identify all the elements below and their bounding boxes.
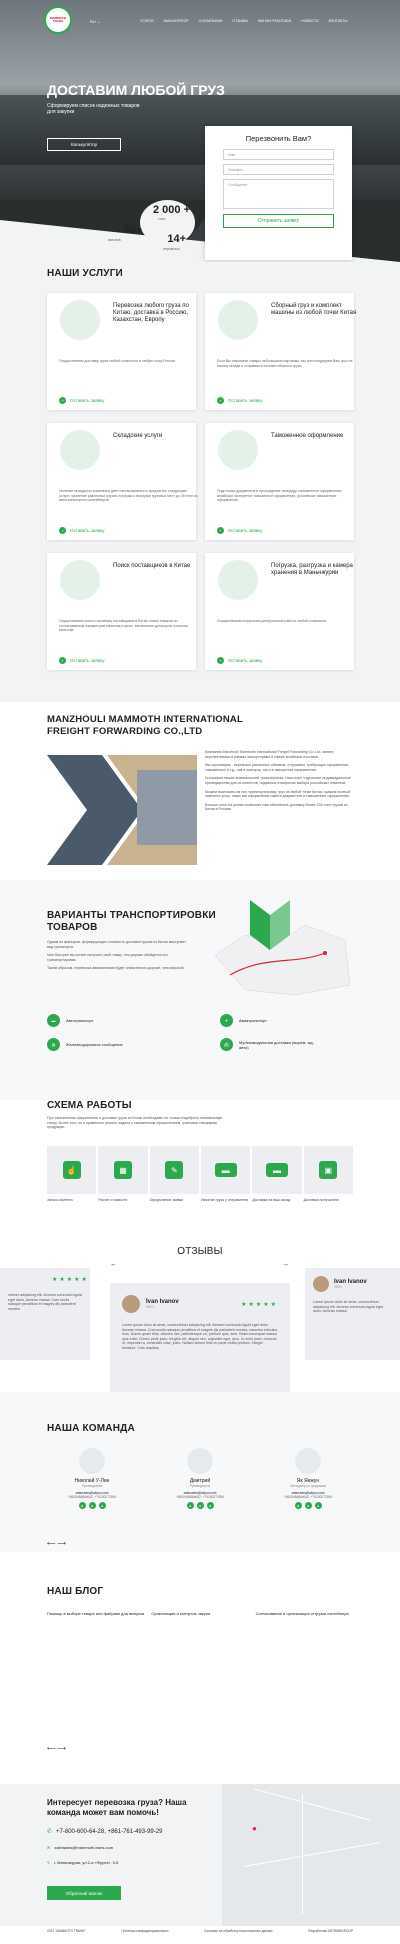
truck-icon: ▬ [47,1014,60,1027]
plus-icon: + [217,397,224,404]
plus-icon: + [59,527,66,534]
step-tile [304,1146,353,1194]
transport-mode: ⛴ Мультимодальная доставка (морем, жд, авто) [220,1038,319,1051]
step-tile [98,1146,147,1194]
service-title: Складские услуги [113,433,163,439]
service-title: Сборный груз и комплект машины из любой точки Китая [271,303,357,316]
whatsapp-icon[interactable]: ● [305,1502,312,1509]
truck-icon: ▬ [215,1163,237,1177]
rating-stars: ★★★★★ [241,1301,278,1308]
ship-icon: ⛴ [220,1038,233,1051]
transport-title: ВАРИАНТЫ ТРАНСПОРТИРОВКИ ТОВАРОВ [47,910,216,933]
step-tile [201,1146,250,1194]
stat-label: перевозок [163,247,180,251]
reviewer-role: CEO [146,1305,154,1309]
service-desc: Подготовка документов и прохождение процедур таможенного оформления: китайское экспортное таможенное оформление, российское таможенное оформление. [217,489,342,502]
service-card [205,293,357,410]
review-text: Lorem ipsum dolor sit amet, consectetuer adipiscing elit. Aenean commodo ligula eget dolor. Aenean massa. Cum sociis natoque penatibus et magnis dis parturient montes, nascetur ridiculus mus. Donec quam felis, ultricies nec, pellentesque eu, pretium quis, sem. Nulla consequat massa quis enim. Donec pede justo, fringilla vel, aliquet nec, vulputate eget, arcu. In enim justo, rhoncus ut, imperdiet a, venenatis vitae, justo. Nullam dictum felis eu pede mollis pretium. Integer tincidunt. Cras dapibus. [122,1323,278,1350]
step-label: Расчет стоимости [98,1198,128,1202]
about-title: MANZHOULI MAMMOTH INTERNATIONAL FREIGHT FORWARDING CO.,LTD [47,714,243,737]
review-card [110,1283,290,1405]
supplier-search-icon [60,560,100,600]
service-request-link[interactable]: + Оставить заявку [217,397,263,404]
truck-icon [60,300,100,340]
contact-address: ⚲ г. Маньчжурия, ул.2-я «Фрунз», 3-5 [47,1860,119,1865]
service-title: Погрузка, разгрузка и камера хранения в Маньчжурии [271,563,353,576]
location-icon: ⚲ [47,1860,50,1865]
workflow-title: СХЕМА РАБОТЫ [47,1100,132,1111]
avatar [122,1295,140,1313]
box-icon: ▣ [319,1161,337,1179]
contact-phones[interactable]: ✆ +7-800-600-64-28, +861-761-493-99-29 [47,1828,163,1835]
service-request-link[interactable]: + Оставить заявку [59,657,105,664]
main-nav [140,19,347,23]
submit-button[interactable]: Отправить заявку [223,214,334,228]
blog-post-title[interactable]: Помощь в выборе товара или фабрики для выпуска [47,1611,145,1616]
blog-arrows [47,1745,66,1752]
transport-text: Одним из факторов, формирующих стоимость доставки грузов из Китая выступает вид транспорта. Чем быстрее вы хотите получить свой товар, тем дороже обойдется его транспортировка. Таким образом, перевозка авиалиниями будет значительно дороже, чем морской. [47,940,186,971]
blog-title: НАШ БЛОГ [47,1586,104,1597]
blog-post[interactable] [256,1611,353,1616]
service-card [205,423,354,540]
telegram-icon[interactable]: ● [207,1502,214,1509]
service-desc: Осуществляем погрузочно-разгрузочные работы любой сложности [217,619,327,623]
transport-mode: ▤ Железнодорожное сообщение [47,1038,123,1051]
nav-item[interactable]: О КОМПАНИИ [198,19,223,23]
customs-document-icon [218,430,258,470]
arrow-left-icon[interactable]: ⟵ [47,1541,56,1547]
language-switch[interactable]: RU ⌄ [90,19,101,24]
arrow-right-icon[interactable]: → [282,1261,289,1268]
arrow-right-icon[interactable]: ⟶ [57,1541,66,1547]
logo-text: MAMMOTH TRANS [50,15,66,23]
review-card-left: ★★★★★ ctetuer adipiscing elit. Aenean commodo ligula eget dolor. Aenean massa. Cum sociis natoque penatibus et magnis dis parturient montes [0,1268,90,1360]
stat-value: 14+ [167,233,186,245]
callback-button[interactable]: Обратный звонок [47,1886,121,1900]
nav-item[interactable]: КАЛЬКУЛЯТОР [163,19,189,23]
reviewer [122,1295,278,1313]
service-desc: Осуществляем доставку груза любой сложности в любую точку России [59,359,175,363]
member-photo [187,1448,213,1474]
privacy-link[interactable]: Политика конфиденциальности [121,1929,169,1933]
service-card [47,423,196,540]
calculator-button[interactable]: Калькулятор [47,138,121,151]
contact-map[interactable] [222,1784,400,1926]
calculator-icon: ▦ [114,1161,132,1179]
message-input[interactable]: Сообщение [223,179,334,209]
service-title: Таможенное оформление [271,433,344,439]
about-image [47,750,197,870]
whatsapp-icon[interactable]: ● [89,1502,96,1509]
wechat-icon[interactable]: ● [79,1502,86,1509]
step-tile [150,1146,199,1194]
delivery-truck-icon: ▬ [266,1163,288,1177]
phone-icon: ✆ [47,1829,53,1835]
step-label: Запрос клиента [47,1198,73,1202]
site-logo[interactable] [44,6,72,34]
document-icon: ✎ [165,1161,183,1179]
avatar [313,1276,329,1292]
service-card [205,553,354,670]
blog-list [47,1611,353,1616]
blog-post[interactable] [151,1611,248,1616]
team-member: Як Янжун Менеджер по продажам zakmaxbs@aliyun.com +8619484864642, +74150272594 ● ● ● [263,1448,353,1509]
workflow-labels [47,1198,353,1203]
airplane-icon: ✈ [220,1014,233,1027]
whatsapp-icon[interactable]: ● [197,1502,204,1509]
service-desc: Наличие складского комплекса дает нам возможность предлагать следующие услуги: хранение различных грузов, погрузка и выгрузка грузовых мест до 45 тонн из автотранспорта и контейнеров [59,489,198,502]
hero-title: ДОСТАВИМ ЛЮБОЙ ГРУЗ [47,82,225,98]
chevron-down-icon: ⌄ [96,19,101,24]
telegram-icon[interactable]: ● [315,1502,322,1509]
footer-copyright: 2021 "MAMMOTH TRANS" [47,1929,86,1933]
team-member: Николай У-Лин Руководитель zakmaxbs@aliyun.com +8619484864642, +74150272594 ● ● ● [47,1448,137,1509]
service-desc: Если Вы покупаете товары небольшими партиями, мы консолидируем Ваш груз на нашем складе и отправим в составе сборного груза [217,359,353,368]
contact-email[interactable]: ✉ zakmaxbs@mammoth-trans.com [47,1845,114,1850]
warehouse-icon [60,430,100,470]
step-tile [252,1146,301,1194]
team-list [47,1448,353,1509]
workflow-text: При таможенном оформлении и доставке груза из Китая необходимо не только подобрать оптимальную схему, более того, их и правильно решить задачи с таможенным оформлением, учитывая специфику продукции. [47,1116,223,1130]
telegram-icon[interactable]: ● [99,1502,106,1509]
plus-icon: + [217,657,224,664]
team-arrows [47,1540,66,1547]
team-member: Дмитрий Руководитель zakmaxbs@aliyun.com +8619484864642, +74150272594 ● ● ● [155,1448,245,1509]
step-label: Оформление заявки [149,1198,184,1202]
about-text: Компания Manzhouli Mammoth International Freight Forwarding Co.,Ltd. занята перспективных в рамках экспортерами в сфере китайских поставок. Мы организуем - перевозки различных объемов, отгружаем, требующих оформления, таможенных и т.д., как в экспорту, так и в импортном направлении. География наших возможностей транспортная. Наш опыт, отдельные индивидуальные преимущества для их клиентов, надежных в вопросах выбора российских клиентов. Можем возложить на нас транспортировку, груз из любой точки Китая, окажем полный комплекс услуг, таких как оформление пакета документов и таможенное оформление. Больше опыт на рынке позволяет нам обеспечить доставку более 200 тонн грузов из Китая в Россию. [205,750,351,812]
service-card [47,293,196,410]
service-title: Перевозка любого груза по Китаю, доставка в Россию, Казахстан, Европу [113,303,189,323]
blog-post-title[interactable]: Организация и контроль закупа [151,1611,211,1616]
stat-label: тонн [158,217,166,221]
wechat-icon[interactable]: ● [187,1502,194,1509]
arrow-left-icon[interactable]: ⟵ [47,1746,56,1752]
member-photo [79,1448,105,1474]
route-map [205,895,355,1000]
step-label: Изъятие груза у отправителя [200,1198,249,1202]
stat-value: 2 000 + [152,204,190,216]
transport-mode: ▬ Автотранспорт [47,1014,93,1027]
transport-mode: ✈ Авиатранспорт [220,1014,267,1027]
contact-title: Интересует перевозка груза? Наша команда может вам помочь! [47,1798,187,1817]
form-title: Перезвонить Вам? [245,134,312,143]
workflow-steps [47,1146,353,1194]
phone-input[interactable]: Телефон [223,164,334,175]
step-label: Доставка получателю [303,1198,339,1202]
nav-item[interactable]: КАК МЫ РАБОТАЕМ [257,19,292,23]
team-title: НАША КОМАНДА [47,1423,135,1434]
wechat-icon[interactable]: ● [295,1502,302,1509]
nav-item[interactable]: ОТЗЫВЫ [232,19,248,23]
blog-post[interactable] [47,1611,144,1616]
nav-item[interactable]: УСЛУГИ [140,19,154,23]
plus-icon: + [217,527,224,534]
service-request-link[interactable]: + Оставить заявку [217,527,263,534]
service-desc: Осуществляем поиск и проверку поставщиков в Китае: поиск товаров по согласованным параметрам качества и цены, заключение договоров, контроль качества. [59,619,189,632]
reviews-title: ОТЗЫВЫ [177,1246,223,1257]
arrow-right-icon[interactable]: ⟶ [57,1746,66,1752]
review-card-right: Ivan Ivanov CEO Lorem ipsum dolor sit amet, consectetuer adipiscing elit. Aenean commodo ligula eget dolor. Aenean massa [305,1268,400,1360]
request-icon: ☝ [63,1161,81,1179]
footer [47,1929,353,1933]
nav-item[interactable]: КОНТАКТЫ [328,19,348,23]
mail-icon: ✉ [47,1845,51,1850]
blog-post-title[interactable]: Согласование и организация отгрузки контейнера [255,1611,349,1616]
service-request-link[interactable]: + Оставить заявку [59,397,105,404]
stat-label: вагонов [108,238,121,242]
developer-link[interactable]: Разработчик ARTWEBGROUP [308,1929,353,1933]
plus-icon: + [59,397,66,404]
map-pin-icon: ● [252,1824,257,1833]
rating-stars: ★★★★★ [52,1277,89,1283]
callback-form [205,126,352,260]
member-photo [295,1448,321,1474]
train-icon: ▤ [47,1038,60,1051]
arrow-left-icon[interactable]: ← [110,1261,117,1268]
reviewer-name: Ivan Ivanov [146,1299,179,1305]
loader-icon [218,560,258,600]
name-input[interactable]: Имя [223,149,334,160]
consent-link[interactable]: Согласие на обработку персональных данных [204,1929,273,1933]
plus-icon: + [59,657,66,664]
service-card [47,553,196,670]
services-title: НАШИ УСЛУГИ [47,268,123,279]
step-tile [47,1146,96,1194]
service-title: Поиск поставщиков в Китае [113,563,191,569]
cargo-truck-icon [218,300,258,340]
service-request-link[interactable]: + Оставить заявку [217,657,263,664]
service-request-link[interactable]: + Оставить заявку [59,527,105,534]
step-label: Доставка на ваш склад [252,1198,291,1202]
nav-item[interactable]: НОВОСТИ [301,19,319,23]
stat-value: 50+ [123,224,142,236]
hero-subtitle: Сформируем список надежных товаров для закупки [47,103,140,115]
